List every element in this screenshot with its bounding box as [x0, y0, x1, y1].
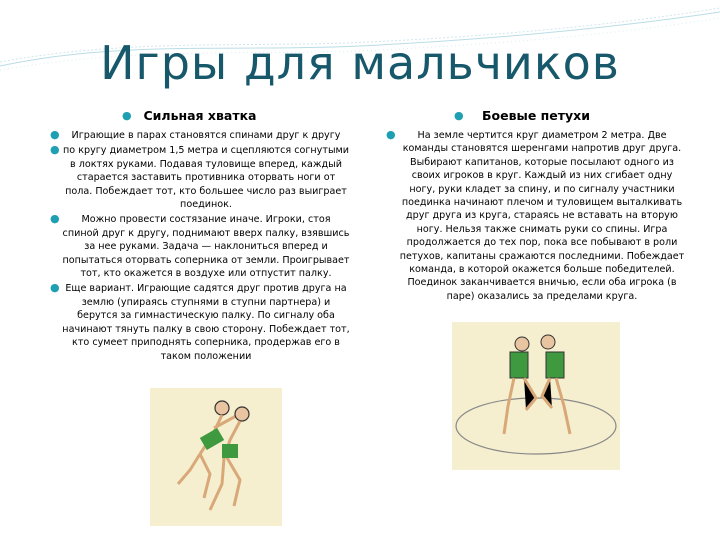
bullet-icon: ● [454, 109, 464, 122]
right-heading [386, 108, 686, 123]
list-item: ● На земле чертится круг диаметром 2 метра. Две команды становятся шеренгами напротив друг друга. Выбирают капитанов, которые посылают одного из своих игроков в круг. Каждый из них сгибает одну ногу, руки кладет за спину, и по сигналу участники поединка начинают плечом и туловищем выталкивать друг друга из круга, стараясь не вставать на вторую ногу. Нельзя также снимать руки со спины. Игра продолжается до тех пор, пока все побывают в роли петухов, капитаны сражаются последними. Побеждает команда, в которой окажется больше победителей. Поединок заканчивается вничью, если оба игрока (в паре) оказались за пределами круга. [386, 128, 685, 302]
bullet-icon: ● [122, 109, 132, 122]
left-column [50, 108, 350, 365]
page-title: Игры для мальчиков [100, 36, 620, 90]
list-item: ● Можно провести состязание иначе. Игроки, стоя спиной друг к другу, поднимают вверх палку, взявшись за нее руками. Задача — наклониться вперед и попытаться оторвать соперника от земли. Проигрывает тот, кто окажется в воздухе или отпустит палку. [50, 212, 350, 280]
bullet-icon: ● [50, 212, 60, 226]
right-column [386, 108, 686, 305]
list-item: ● Еще вариант. Играющие садятся друг против друга на землю (упираясь ступнями в ступни партнера) и берутся за гимнастическую палку. По сигналу оба начинают тянуть палку в свою сторону. Побеждает тот, кто сумеет приподнять соперника, продержав его в таком положении [50, 281, 350, 362]
left-heading-text: Сильная хватка [143, 108, 257, 123]
fighting-roosters-illustration [452, 322, 620, 470]
left-list [50, 129, 350, 363]
wrestling-illustration [150, 388, 282, 526]
bullet-icon: ● [50, 128, 60, 141]
bullet-icon: ● [50, 281, 60, 295]
list-item: ● Играющие в парах становятся спинами друг к другу [50, 128, 341, 141]
bullet-icon: ● [50, 143, 60, 157]
right-list [386, 129, 686, 303]
left-heading [50, 108, 350, 123]
list-item: ● по кругу диаметром 1,5 метра и сцепляются согнутыми в локтях руками. Подавая туловище вперед, каждый старается заставить противника оторвать ноги от пола. Побеждает тот, кто большее число раз выиграет поединок. [50, 143, 349, 211]
right-heading-text: Боевые петухи [482, 108, 590, 123]
bullet-icon: ● [386, 128, 396, 141]
